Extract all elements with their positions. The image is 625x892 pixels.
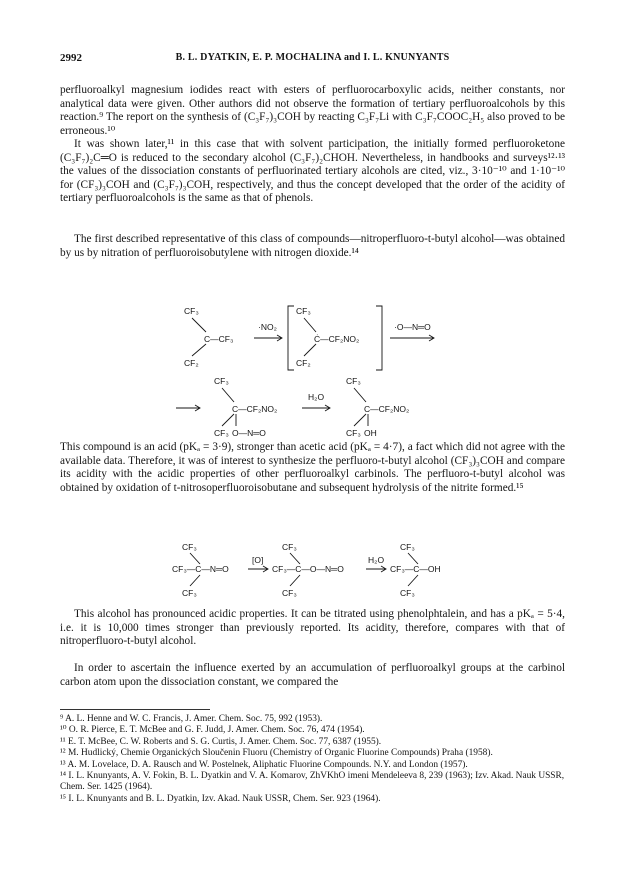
footnote-10: ¹⁰ O. R. Pierce, E. T. McBee and G. F. Judd, J. Amer. Chem. Soc. 76, 474 (1954). [60, 725, 365, 736]
reaction-scheme-oxidation [172, 538, 462, 600]
paragraph-1: perfluoroalkyl magnesium iodides react with esters of perfluorocarboxylic acids, neither constants, nor analytical data were given. Other authors did not observe the formation of tertiary perfluoroalcohols by this reaction.⁹ The report on the synthesis of (C₃F₇)₃COH by reacting C₃F₇Li with C₃F₇COOC₂H₅ also proved to be erroneous.¹⁰ [60, 84, 565, 137]
footnote-15: ¹⁵ I. L. Knunyants and B. L. Dyatkin, Izv. Akad. Nauk USSR, Chem. Ser. 923 (1964). [60, 793, 381, 804]
paragraph-3: The first described representative of this class of compounds—nitroperfluoro-t-butyl alcohol—was obtained by us by nitration of perfluoroisobutylene with nitrogen dioxide.¹⁴ [60, 233, 565, 259]
footnote-11: ¹¹ E. T. McBee, C. W. Roberts and S. G. Curtis, J. Amer. Chem. Soc. 77, 6387 (1955). [60, 736, 382, 747]
scheme1-alcohol-oh: OH [364, 428, 377, 438]
running-authors: B. L. DYATKIN, E. P. MOCHALINA and I. L. KNUNYANTS [175, 52, 450, 63]
scheme1-water: H₂O [308, 392, 325, 402]
scheme2-oxidation-reagent: [O] [252, 555, 264, 565]
paragraph-2: It was shown later,¹¹ in this case that with solvent participation, the initially formed perfluoroketone (C₃F₇)₂C═O is reduced to the secondary alcohol (C₃F₇)₂CHOH. Nevertheless, in handbooks and surveys¹²·¹³ the values of the dissociation constants of perfluorinated tertiary alcohols are cited, viz., 3·10⁻¹⁰ and 1·10⁻¹⁰ for (CF₃)₃COH and (C₃F₇)₃COH, respectively, and thus the concept developed that the order of the acidity of tertiary perfluoroalcohols is the same as that of phenols. [60, 138, 565, 205]
footnotes [60, 714, 565, 805]
scheme2-right-cf3-top: CF₃ [400, 542, 415, 552]
scheme2-alcohol: CF₃—C—OH [390, 564, 441, 574]
scheme2-left-cf3-bottom: CF₃ [182, 588, 197, 598]
scheme2-mid-cf3-top: CF₃ [282, 542, 297, 552]
scheme2-nitrite: CF₃—C—O—N═O [272, 564, 344, 574]
paragraph-5: This alcohol has pronounced acidic properties. It can be titrated using phenolphtalein, and has a pKₐ = 5·4, i.e. it is 10,000 times stronger than previously reported. Its acidity, therefore, compares with that of nitroperfluoro-t-butyl alcohol. [60, 608, 565, 648]
scheme2-right-cf3-bottom: CF₃ [400, 588, 415, 598]
running-header [60, 52, 565, 66]
paragraph-4: This compound is an acid (pKₐ = 3·9), stronger than acetic acid (pKₐ = 4·7), a fact which did not agree with the available data. Therefore, it was of interest to synthesize the perfluoro-t-butyl alcohol (CF₃)₃COH and compare its acidity with the acidic properties of other perfluoroalkyl carbinols. The perfluoro-t-butyl alcohol was obtained by oxidation of t-nitrosoperfluoroisobutane and subsequent hydrolysis of the nitrite formed.¹⁵ [60, 441, 565, 494]
scheme1-nitrite-group: O—N═O [232, 428, 266, 438]
scheme1-radical-cf3-bottom: CF₂ [296, 358, 311, 368]
scheme1-alcohol-cf3-bottom: CF₃ [346, 428, 361, 438]
footnote-9: ⁹ A. L. Henne and W. C. Francis, J. Amer. Chem. Soc. 75, 992 (1953). [60, 714, 323, 724]
scheme1-alcohol-center: C—CF₂NO₂ [364, 404, 410, 414]
scheme1-radical-center: Ċ—CF₂NO₂ [314, 334, 360, 344]
reaction-scheme-nitration [170, 296, 470, 438]
scheme1-radical-cf3-top: CF₃ [296, 306, 311, 316]
footnote-divider [60, 709, 210, 710]
scheme1-alcohol-cf3-top: CF₃ [346, 376, 361, 386]
scheme1-cf3-bottom: CF₂ [184, 358, 199, 368]
page-number: 2992 [60, 52, 82, 64]
scheme2-water: H₂O [368, 555, 385, 565]
scheme1-cf3-top: CF₃ [184, 306, 199, 316]
scheme1-no2-reagent: ·NO₂ [258, 322, 277, 332]
scheme1-c-cf2: C—CF₃ [204, 334, 234, 344]
scheme2-mid-cf3-bottom: CF₃ [282, 588, 297, 598]
scheme1-nitrite-cf3-bottom: CF₃ [214, 428, 229, 438]
scheme1-nitrite-reagent: ·O—N═O [394, 322, 431, 332]
scheme2-nitroso: CF₃—C—N═O [172, 564, 229, 574]
scheme1-nitrite-center: C—CF₂NO₂ [232, 404, 278, 414]
footnote-12: ¹² M. Hudlický, Chemie Organických Sloučenin Fluoru (Chemistry of Organic Fluorine Compounds) Praha (1958). [60, 748, 493, 759]
paragraph-6: In order to ascertain the influence exerted by an accumulation of perfluoroalkyl groups at the carbinol carbon atom upon the dissociation constant, we compared the [60, 662, 565, 688]
scheme1-nitrite-cf3-top: CF₃ [214, 376, 229, 386]
footnote-13: ¹³ A. M. Lovelace, D. A. Rausch and W. Postelnek, Aliphatic Fluorine Compounds. N.Y. and London (1957). [60, 759, 468, 770]
scheme2-left-cf3-top: CF₃ [182, 542, 197, 552]
footnote-14: ¹⁴ I. L. Knunyants, A. V. Fokin, B. L. Dyatkin and V. A. Komarov, ZhVKhO imeni Mendeleeva 8, 239 (1963); Izv. Akad. Nauk USSR, Chem. Ser. 1425 (1964). [60, 771, 565, 793]
